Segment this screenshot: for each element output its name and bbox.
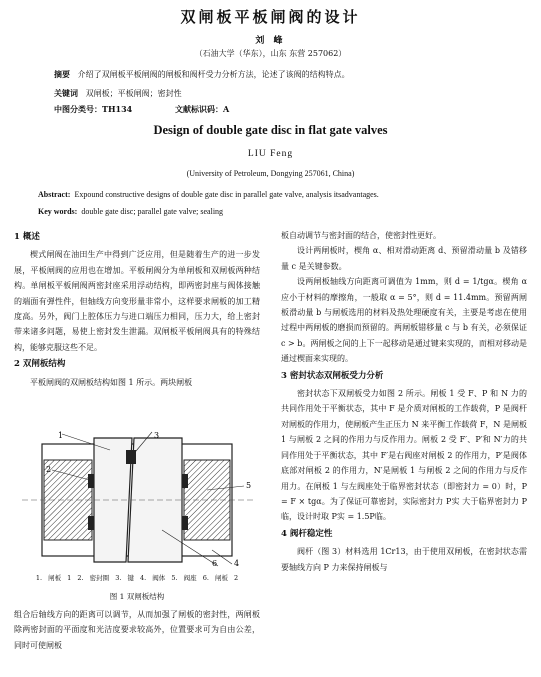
paragraph-structure: 平板闸阀的双闸板结构如图 1 所示。两块闸板 [30,377,193,387]
keywords-en-text: double gate disc; parallel gate valve; sealing [81,207,224,216]
gate-disc-2 [128,438,182,562]
figure-label-1: 1 [58,431,64,440]
figure-1-legend: 1. 闸板 1 2. 密封圈 3. 键 4. 阀体 5. 阀座 6. 闸板 2 [35,574,239,582]
classification-number: 中图分类号：TH134 [54,104,133,114]
left-column [14,228,260,390]
document-code: 文献标识码：A [175,104,230,114]
right-column [281,228,527,575]
abstract-cn-text: 介绍了双闸板平板闸阀的闸板和阀杆受力分析方法，论述了该阀的结构特点。 [77,70,350,79]
figure-1-caption: 图 1 双闸板结构 [109,592,165,601]
figure-label-2: 2 [46,465,52,474]
classification-line [54,104,269,115]
paragraph-force-analysis: 密封状态下双闸板受力如图 2 所示。闸板 1 受 F、P 和 N 力的共同作用处于平衡状态，其中 F 是介质对闸板的工作载荷，P 是阀杆对闸板的作用力，使闸板产生正压力 N 来平衡工作载荷 F，N 是闸板 1 与闸板 2 之间的作用力与反作用力。闸板 2 受 F′、P′和 N′力的共同作用处于平衡状态，其中 F′是右阀座对闸板 2 的作用力，P′是阀体底部对闸板 2 的作用力，N′是闸板 1 与闸板 2 之间的作用力与反作用力。在闸板 1 与左阀座处于临界密封状态（即密封力 = 0）时，P = F × tgα。为了保证可靠密封，实际密封力 P实 大于临界密封力 P临，设计时取 P实 = 1.5P临。 [281,389,527,522]
seal-ring-bottom-right [182,516,188,530]
author-en: LIU Feng [247,149,294,159]
paragraph-adjustment: 组合后轴线方向的距离可以调节，从而加强了闸板的密封性，两闸板除两密封面的平面度和光洁度要求较高外，位置要求可为自由公差，同时可使闸板 [14,610,260,650]
figure-label-3: 3 [154,431,160,440]
paragraph-continued: 板自动调节与密封面的结合，使密封性更好。 [281,231,441,240]
paragraph-parameters: 设计两闸板时，楔角 α、相对滑动距离 d、预留滑动量 b 及错移量 c 是关键参数。 [281,246,527,271]
keywords-cn [54,88,182,99]
figure-1-double-gate-structure [22,430,254,568]
abstract-cn-label: 摘要 [54,69,70,79]
figure-label-6: 6 [212,559,218,568]
left-column-continued [14,607,260,653]
section-heading-1: 1 概述 [14,232,40,242]
abstract-cn [54,69,514,80]
keywords-cn-text: 双闸板；平板闸阀；密封性 [85,89,182,98]
seal-ring-top-left [88,474,94,488]
keywords-en [38,207,508,216]
paper-title-cn: 双闸板平板闸阀的设计 [180,8,361,26]
section-heading-4: 4 阀杆稳定性 [281,528,333,539]
seal-ring-top-right [182,474,188,488]
paragraph-overview: 楔式闸阀在油田生产中得到广泛应用，但是随着生产的进一步发展，平板闸阀的应用也在增加。平板闸阀分为单闸板和双闸板两种结构。单闸板平板闸阀两密封座采用浮动结构，即两密封座与阀体接触的端面有弹性件，但轴线方向变形量非常小，这样要求闸板的加工精度高。另外，阀门上腔体压力与进口端压力相同，压力大，给上密封带来诸多问题，易使上密封发生泄漏。双闸板平板闸阀具有的特殊结构，能够克服这些不足。 [14,250,260,352]
author-cn: 刘 峰 [255,36,286,46]
abstract-en-text: Expound constructive designs of double gate disc in parallel gate valve, analysis itsadvantages. [74,190,379,199]
section-heading-3: 3 密封状态双闸板受力分析 [281,370,384,381]
figure-label-4: 4 [234,559,240,568]
figure-label-5: 5 [246,481,252,490]
seal-ring-bottom-left [88,516,94,530]
paragraph-calculation: 设两闸板轴线方向距离可调值为 1mm，则 d = 1/tgα。楔角 α 应小于材料的摩擦角，一般取 α = 5°，则 d = 11.4mm。预留两闸板滑动量 b 与闸板选用的材料及热处理硬度有关，主要是考虑在使用过程中两闸板的磨损而预留的。两闸板错移量 c 与 b 有关，必须保证 c > b。两闸板之间的上下一起移动是通过键来实现的，而相对移动是通过楔面来实现的。 [281,277,527,364]
section-heading-2: 2 双闸板结构 [14,359,66,370]
paragraph-stem-stability: 阀杆（图 3）材料选用 1Cr13，由于使用双闸板，在密封状态需要轴线方向 P 力来保持闸板与 [281,547,527,572]
affiliation-en: (University of Petroleum, Dongying 257061, China) [186,169,355,178]
keywords-en-label: Key words: [38,207,78,216]
abstract-en-label: Abstract: [38,190,71,199]
keywords-cn-label: 关键词 [54,88,78,98]
abstract-en [38,190,508,199]
affiliation-cn: （石油大学（华东），山东 东营 257062） [194,49,347,58]
paper-title-en: Design of double gate disc in flat gate valves [153,123,388,137]
